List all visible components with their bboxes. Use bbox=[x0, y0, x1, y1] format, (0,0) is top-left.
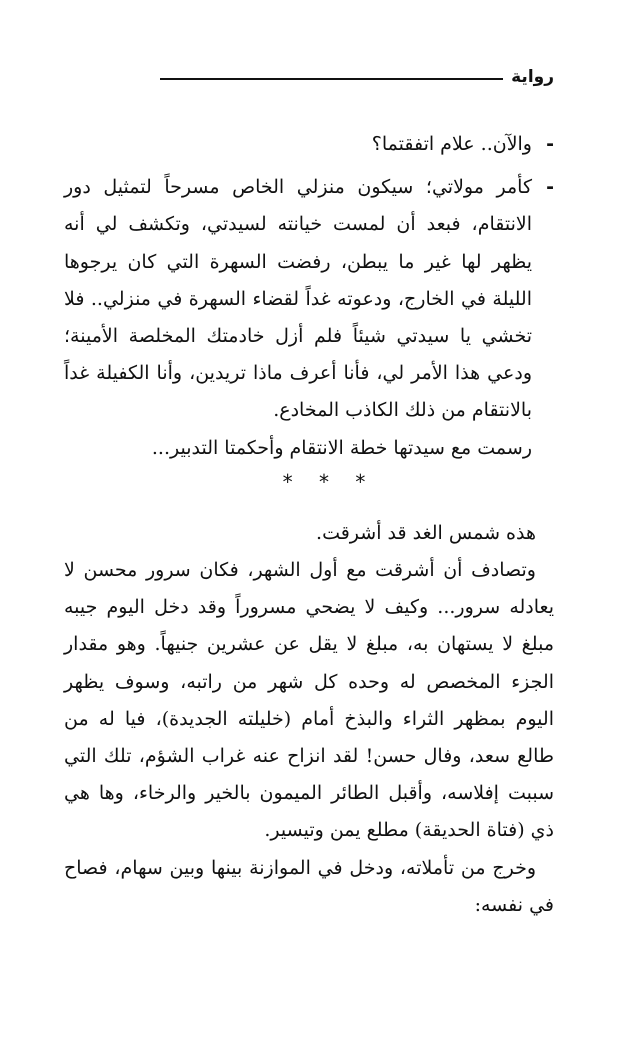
header-rule bbox=[160, 78, 503, 80]
dialogue-dash: - bbox=[546, 133, 554, 155]
section-separator: * * * bbox=[282, 469, 376, 494]
dialogue-line bbox=[64, 169, 554, 429]
dialogue-dash: - bbox=[546, 176, 554, 199]
running-header bbox=[160, 62, 554, 92]
narration-line: رسمت مع سيدتها خطة الانتقام وأحكمتا التدبير... bbox=[151, 436, 532, 459]
dialogue-line bbox=[64, 126, 554, 163]
paragraph: هذه شمس الغد قد أشرقت. bbox=[316, 521, 536, 544]
header-title: رواية bbox=[511, 67, 554, 87]
paragraph: وتصادف أن أشرقت مع أول الشهر، فكان سرور محسن لا يعادله سرور... وكيف لا يضحي مسروراً وقد دخل اليوم جيبه مبلغ لا يستهان به، مبلغ لا يقل عن عشرين جنيهاً. وهو مقدار الجزء المخصص له وحده كل شهر من راتبه، وسوف يظهر اليوم بمظهر الثراء والبذخ أمام (خليلته الجديدة)، فيا له من طالع سعد، وفال حسن! لقد انزاح عنه غراب الشؤم، تلك التي سببت إفلاسه، وأقبل الطائر الميمون بالخير والرخاء، وها هي ذي (فتاة الحديقة) مطلع يمن وتيسير. bbox=[64, 559, 554, 842]
dialogue-text: والآن.. علام اتفقتما؟ bbox=[371, 133, 532, 155]
paragraph: وخرج من تأملاته، ودخل في الموازنة بينها وبين سهام، فصاح في نفسه: bbox=[64, 856, 554, 916]
page-body bbox=[64, 126, 554, 924]
dialogue-text: كأمر مولاتي؛ سيكون منزلي الخاص مسرحاً لتمثيل دور الانتقام، فبعد أن لمست خيانته لسيدتي، وتكشف لي أنه يظهر لها غير ما يبطن، رفضت السهرة التي كان يرجوها الليلة في الخارج، ودعوته غداً لقضاء السهرة في منزلي.. فلا تخشي يا سيدتي شيئاً فلم أزل خادمتك المخلصة الأمينة؛ ودعي هذا الأمر لي، فأنا أعرف ماذا تريدين، وأنا الكفيلة غداً بالانتقام من ذلك الكاذب المخادع. bbox=[64, 176, 532, 422]
